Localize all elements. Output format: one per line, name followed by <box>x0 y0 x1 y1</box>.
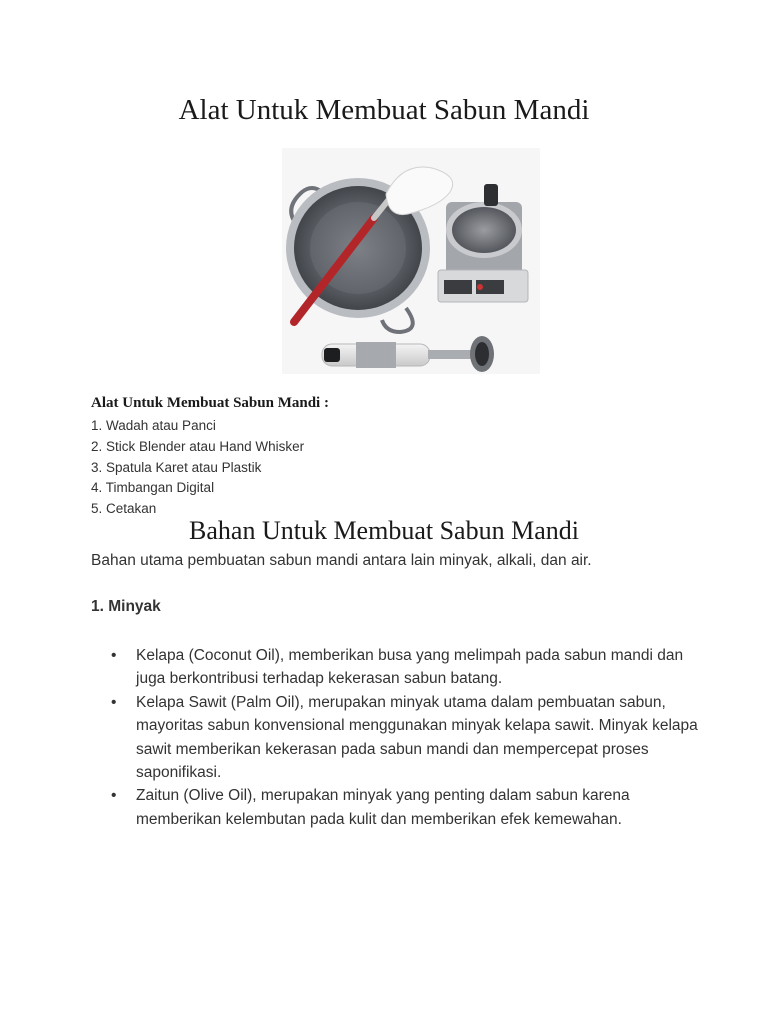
oil-list <box>107 644 707 831</box>
tools-heading: Alat Untuk Membuat Sabun Mandi : <box>91 395 329 411</box>
list-item: 2. Stick Blender atau Hand Whisker <box>91 438 305 454</box>
list-item <box>107 691 707 785</box>
oil-subheading: 1. Minyak <box>91 598 161 615</box>
oil-text: Kelapa Sawit (Palm Oil), merupakan minyak utama dalam pembuatan sabun, mayoritas sabun konvensional menggunakan minyak kelapa sawit. Minyak kelapa sawit memberikan kekerasan pada sabun mandi dan mempercepat proses saponifikasi. <box>136 693 698 782</box>
bullet-icon: • <box>111 647 117 664</box>
soap-tools-photo <box>282 148 540 374</box>
list-item: 3. Spatula Karet atau Plastik <box>91 459 262 475</box>
bullet-icon: • <box>111 693 117 711</box>
list-item: 4. Timbangan Digital <box>91 480 215 496</box>
oil-text: Zaitun (Olive Oil), merupakan minyak yang penting dalam sabun karena memberikan kelembutan pada kulit dan memberikan efek kemewahan. <box>136 787 630 828</box>
page-title: Alat Untuk Membuat Sabun Mandi <box>178 94 590 126</box>
list-item: 1. Wadah atau Panci <box>91 418 216 433</box>
list-item <box>107 644 707 691</box>
materials-heading: Bahan Untuk Membuat Sabun Mandi <box>189 516 579 545</box>
oil-text: Kelapa (Coconut Oil), memberikan busa yang melimpah pada sabun mandi dan juga berkontribusi terhadap kekerasan sabun batang. <box>136 647 684 688</box>
bullet-icon: • <box>111 787 117 805</box>
materials-intro: Bahan utama pembuatan sabun mandi antara lain minyak, alkali, dan air. <box>91 552 592 569</box>
list-item <box>107 784 707 831</box>
tools-list <box>91 416 304 520</box>
list-item: 5. Cetakan <box>91 501 157 517</box>
